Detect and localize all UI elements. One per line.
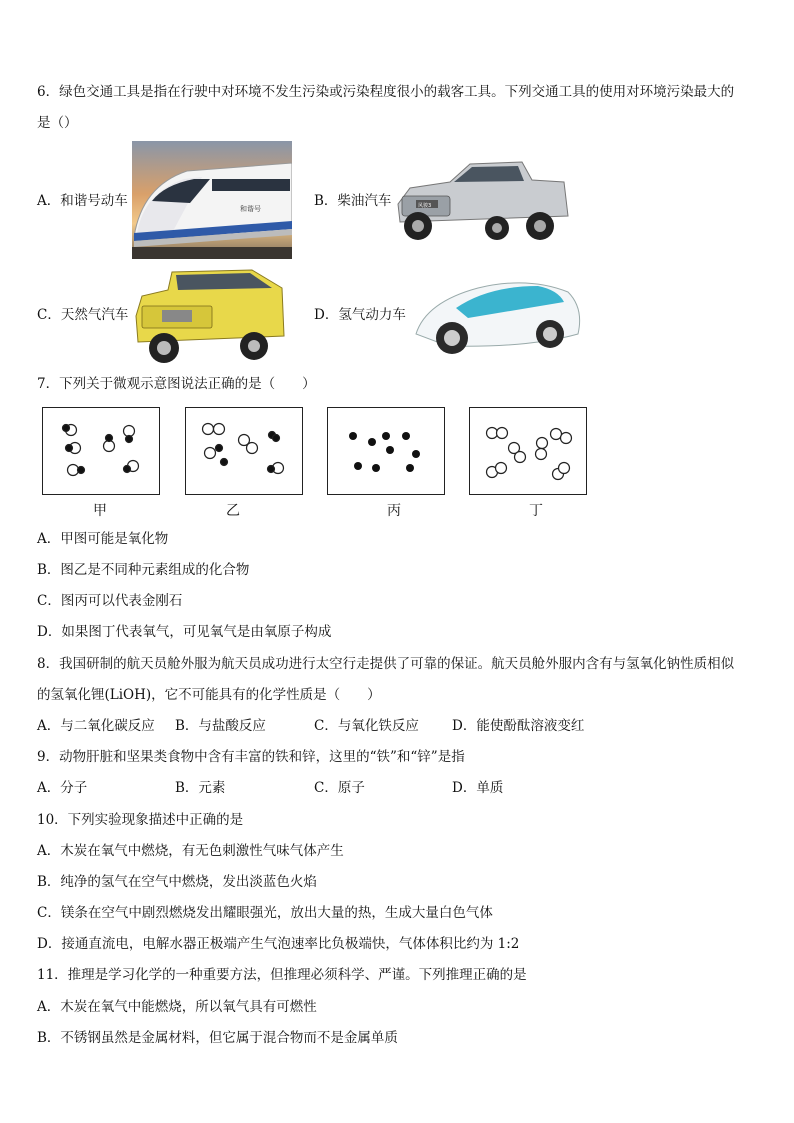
- train-photo: [132, 141, 292, 259]
- q11-stem: 11．推理是学习化学的一种重要方法，但推理必须科学、严谨。下列推理正确的是: [37, 967, 527, 983]
- q9-stem: 9．动物肝脏和坚果类食物中含有丰富的铁和锌，这里的“铁”和“锌”是指: [37, 749, 465, 765]
- suv-photo: [132, 266, 286, 366]
- q7-stem: 7．下列关于微观示意图说法正确的是（ ）: [37, 376, 316, 392]
- q6-option-c: C．天然气汽车: [37, 307, 129, 323]
- q7-option-a: A．甲图可能是氧化物: [37, 531, 169, 547]
- diagram-jia: [42, 407, 160, 495]
- diagram-label-jia: 甲: [93, 503, 107, 519]
- q8-stem-line1: 8．我国研制的航天员舱外服为航天员成功进行太空行走提供了可靠的保证。航天员舱外服内含有与氢氧化钠性质相似: [37, 656, 735, 672]
- q6-option-a: A．和谐号动车: [37, 193, 128, 209]
- q8-stem-line2: 的氢氧化锂(LiOH)，它不可能具有的化学性质是（ ）: [37, 687, 381, 703]
- diagram-ding: [469, 407, 587, 495]
- q10-option-d: D．接通直流电，电解水器正极端产生气泡速率比负极端快，气体体积比约为 1:2: [37, 936, 520, 952]
- q6-stem-line2: 是（）: [37, 115, 78, 131]
- diagram-label-yi: 乙: [226, 503, 240, 519]
- q9-option-a: A．分子: [37, 780, 88, 796]
- q9-option-b: B．元素: [175, 780, 226, 796]
- diagram-yi: [185, 407, 303, 495]
- q9-option-c: C．原子: [314, 780, 365, 796]
- q6-stem-line1: 6．绿色交通工具是指在行驶中对环境不发生污染或污染程度很小的载客工具。下列交通工具的使用对环境污染最大的: [37, 84, 735, 100]
- q7-option-b: B．图乙是不同种元素组成的化合物: [37, 562, 250, 578]
- q9-option-d: D．单质: [452, 780, 504, 796]
- q10-option-a: A．木炭在氧气中燃烧，有无色刺激性气味气体产生: [37, 843, 344, 859]
- q10-option-b: B．纯净的氢气在空气中燃烧，发出淡蓝色火焰: [37, 874, 317, 890]
- q11-option-b: B．不锈钢虽然是金属材料，但它属于混合物而不是金属单质: [37, 1030, 398, 1046]
- q8-option-c: C．与氧化铁反应: [314, 718, 419, 734]
- diagram-bing: [327, 407, 445, 495]
- hydrogen-car-photo: [408, 272, 586, 364]
- pickup-plate-text: 风骏3: [418, 203, 432, 209]
- q11-option-a: A．木炭在氧气中能燃烧，所以氧气具有可燃性: [37, 999, 317, 1015]
- q7-option-d: D．如果图丁代表氧气，可见氧气是由氧原子构成: [37, 624, 332, 640]
- pickup-truck-photo: [392, 156, 572, 248]
- diagram-label-bing: 丙: [387, 503, 401, 519]
- q6-option-d: D．氢气动力车: [314, 307, 406, 323]
- diagram-label-ding: 丁: [529, 503, 543, 519]
- q10-option-c: C．镁条在空气中剧烈燃烧发出耀眼强光，放出大量的热，生成大量白色气体: [37, 905, 493, 921]
- q8-option-d: D．能使酚酞溶液变红: [452, 718, 585, 734]
- q6-option-b: B．柴油汽车: [314, 193, 392, 209]
- train-name-text: 和谐号: [240, 205, 261, 213]
- q7-option-c: C．图丙可以代表金刚石: [37, 593, 183, 609]
- q10-stem: 10．下列实验现象描述中正确的是: [37, 812, 244, 828]
- q8-option-b: B．与盐酸反应: [175, 718, 266, 734]
- q8-option-a: A．与二氧化碳反应: [37, 718, 155, 734]
